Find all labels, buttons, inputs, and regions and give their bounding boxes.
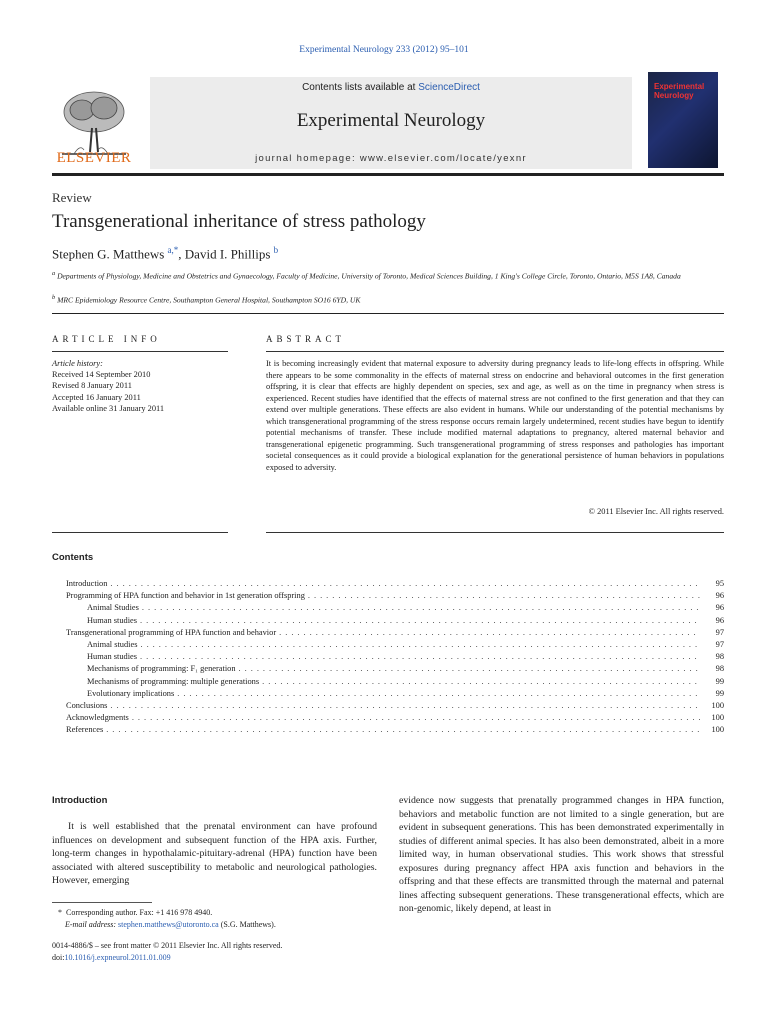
cover-title: Experimental Neurology [654, 82, 705, 100]
issn-line: 0014-4886/$ – see front matter © 2011 Elsevier Inc. All rights reserved. [52, 941, 283, 950]
corresponding-author-note [52, 907, 377, 919]
toc-entry[interactable] [66, 628, 724, 640]
affiliation-b [52, 292, 724, 306]
toc-entry-label[interactable]: Animal studies [87, 639, 138, 649]
toc-leader-dots [137, 616, 700, 625]
history-received: Received 14 September 2010 [52, 370, 151, 380]
contents-heading: Contents [52, 552, 94, 563]
toc-leader-dots [103, 725, 700, 734]
abstract-heading: ABSTRACT [266, 334, 346, 344]
copyright-notice: © 2011 Elsevier Inc. All rights reserved. [588, 507, 724, 516]
toc-entry[interactable] [66, 579, 724, 591]
toc-entry-label[interactable]: Mechanisms of programming: multiple generations [87, 676, 260, 686]
toc-entry[interactable] [66, 725, 724, 737]
article-section-label: Review [52, 190, 92, 205]
journal-citation[interactable]: Experimental Neurology 233 (2012) 95–101 [299, 45, 469, 55]
abstract-rule-bottom [266, 532, 724, 533]
toc-entry[interactable] [66, 652, 724, 664]
body-column-right: evidence now suggests that prenatally programmed changes in HPA function, behaviors and metabolic function are not limited to a single generation, but are evident in subsequent generations. This has been demonstrated experimentally in studies of different animal species. It has also been demonstrated, albeit in a more limited way, in human observational studies. This work shows that stressful exposures during pregnancy affect HPA axis function and behaviors in the offspring and that these effects are transmitted through the maternal and paternal lines affecting subsequent generations. These transgenerational effects, which are non-genomic, likely depend, at least in [399, 795, 724, 914]
toc-entry[interactable] [66, 616, 724, 628]
email-label: E-mail address: [65, 919, 119, 929]
email-link[interactable]: stephen.matthews@utoronto.ca [118, 919, 219, 929]
toc-entry-page: 95 [715, 579, 724, 588]
contents-prefix: Contents lists available at [302, 82, 419, 93]
toc-leader-dots [107, 701, 700, 710]
author-affiliation-mark[interactable]: b [273, 245, 279, 255]
toc-entry[interactable] [66, 591, 724, 603]
toc-entry-label[interactable]: Mechanisms of programming: F₁ generation [87, 664, 236, 674]
toc-entry-page: 99 [715, 676, 724, 686]
toc-leader-dots [305, 591, 700, 600]
affiliation-mark: a [52, 270, 56, 277]
toc-entry[interactable] [66, 664, 724, 676]
toc-leader-dots [137, 652, 700, 661]
footnote-rule [52, 902, 152, 903]
toc-entry-page: 100 [711, 713, 724, 723]
article-info-rule-bottom [52, 532, 228, 533]
header-divider [52, 173, 724, 176]
history-accepted: Accepted 16 January 2011 [52, 392, 141, 402]
author-list [52, 245, 278, 262]
table-of-contents [66, 579, 724, 737]
toc-entry-page: 96 [715, 591, 724, 601]
toc-entry-label[interactable]: Transgenerational programming of HPA function and behavior [66, 627, 277, 637]
toc-entry-label[interactable]: Introduction [66, 579, 108, 588]
journal-homepage[interactable]: journal homepage: www.elsevier.com/locate/yexnr [255, 153, 527, 164]
toc-entry[interactable] [66, 701, 724, 713]
toc-leader-dots [236, 664, 700, 673]
toc-leader-dots [107, 579, 700, 588]
affiliation-text: Departments of Physiology, Medicine and Obstetrics and Gynaecology, Faculty of Medicine, University of Toronto, Medical Sciences Building, 1 King's College Circle, Toronto, Ontario, M5S 1A8, Canada [57, 271, 681, 281]
toc-entry-label[interactable]: Conclusions [66, 700, 108, 710]
toc-entry-page: 97 [715, 639, 724, 649]
abstract-text: It is becoming increasingly evident that maternal exposure to adversity during pregnancy leads to life-long effects in offspring. While there appears to be some commonality in the effects of maternal stress on endocrine and behavioral outcomes in the first generation offspring, it is clear that effects are highly dependent on species, sex and age, as well as on the time in pregnancy when stress is experienced. Recent studies have identified that the effects of maternal stress are not confined to the first generation and that they can extend over multiple generations. These effects are also evident in humans. While our understanding of the potential mechanisms by which transgenerational programming of the stress response occurs remain largely undetermined, recent studies have begun to identify potential mechanisms of transfer. These include modified maternal adaptations to pregnancy, altered maternal behavior and transgenerational epigenetic programming. Such transgenerational programming of stress responses and pathologies has important societal consequences as it could provide a biological explanation for the generational persistence of human behaviors in populations exposed to adversity. [266, 359, 724, 472]
toc-entry[interactable] [66, 713, 724, 725]
toc-entry-label[interactable]: Animal Studies [87, 603, 139, 613]
toc-entry-page: 97 [715, 627, 724, 637]
toc-entry-label[interactable]: Programming of HPA function and behavior in 1st generation offspring [66, 591, 305, 601]
toc-entry-page: 96 [715, 615, 724, 625]
sciencedirect-link[interactable]: ScienceDirect [418, 82, 480, 93]
article-info-heading: ARTICLE INFO [52, 334, 161, 344]
elsevier-wordmark: ELSEVIER [56, 150, 132, 166]
author-name: David I. Phillips [184, 246, 271, 262]
toc-entry-label[interactable]: Human studies [87, 615, 138, 625]
toc-entry-page: 99 [715, 688, 724, 698]
toc-entry[interactable] [66, 603, 724, 615]
contents-availability [150, 82, 632, 93]
footnote-mark: * [58, 908, 62, 917]
corresponding-text: Corresponding author. Fax: +1 416 978 4940. [66, 908, 213, 917]
section-heading-introduction: Introduction [52, 795, 108, 806]
toc-entry-label[interactable]: References [66, 725, 104, 735]
journal-title: Experimental Neurology [296, 110, 486, 131]
email-suffix: (S.G. Matthews). [218, 919, 276, 929]
meta-divider [52, 313, 724, 314]
author-affiliation-mark[interactable]: a,* [167, 245, 179, 255]
doi-link[interactable]: 10.1016/j.expneurol.2011.01.009 [64, 953, 171, 962]
toc-entry-label[interactable]: Acknowledgments [66, 713, 129, 723]
doi-line [52, 952, 377, 964]
toc-entry[interactable] [66, 677, 724, 689]
article-title: Transgenerational inheritance of stress pathology [52, 211, 426, 232]
author-separator: , [178, 246, 185, 262]
toc-entry[interactable] [66, 689, 724, 701]
toc-leader-dots [276, 628, 700, 637]
history-title: Article history: [52, 359, 103, 368]
toc-entry-page: 98 [715, 664, 724, 674]
toc-entry-label[interactable]: Evolutionary implications [87, 688, 175, 698]
toc-leader-dots [139, 603, 700, 612]
doi-prefix: doi: [52, 953, 65, 962]
footnote [52, 907, 377, 930]
history-revised: Revised 8 January 2011 [52, 381, 132, 391]
article-info-rule [52, 351, 228, 352]
toc-leader-dots [174, 689, 700, 698]
journal-cover-image [648, 72, 718, 168]
toc-leader-dots [137, 640, 700, 649]
toc-entry-label[interactable]: Human studies [87, 652, 138, 662]
toc-entry-page: 100 [711, 700, 724, 710]
email-note [52, 919, 377, 931]
author-name: Stephen G. Matthews [52, 246, 165, 262]
article-history [52, 358, 164, 414]
affiliation-text: MRC Epidemiology Resource Centre, Southampton General Hospital, Southampton SO16 6YD, UK [57, 295, 361, 305]
toc-leader-dots [129, 713, 700, 722]
body-column-left: It is well established that the prenatal environment can have profound influences on development and subsequent function of the HPA axis. Further, long-term changes in hypothalamic-pituitary-adrenal (HPA) function have been associated with altered susceptibility to metabolic and neurological pathologies. However, emerging [52, 821, 377, 886]
toc-entry-page: 96 [715, 603, 724, 613]
history-online: Available online 31 January 2011 [52, 403, 165, 413]
toc-leader-dots [259, 677, 700, 686]
toc-entry-page: 98 [715, 652, 724, 662]
affiliation-a [52, 268, 724, 282]
abstract-rule [266, 351, 724, 352]
toc-entry-page: 100 [711, 725, 724, 735]
toc-entry[interactable] [66, 640, 724, 652]
affiliation-mark: b [52, 294, 56, 301]
front-matter [52, 940, 377, 964]
